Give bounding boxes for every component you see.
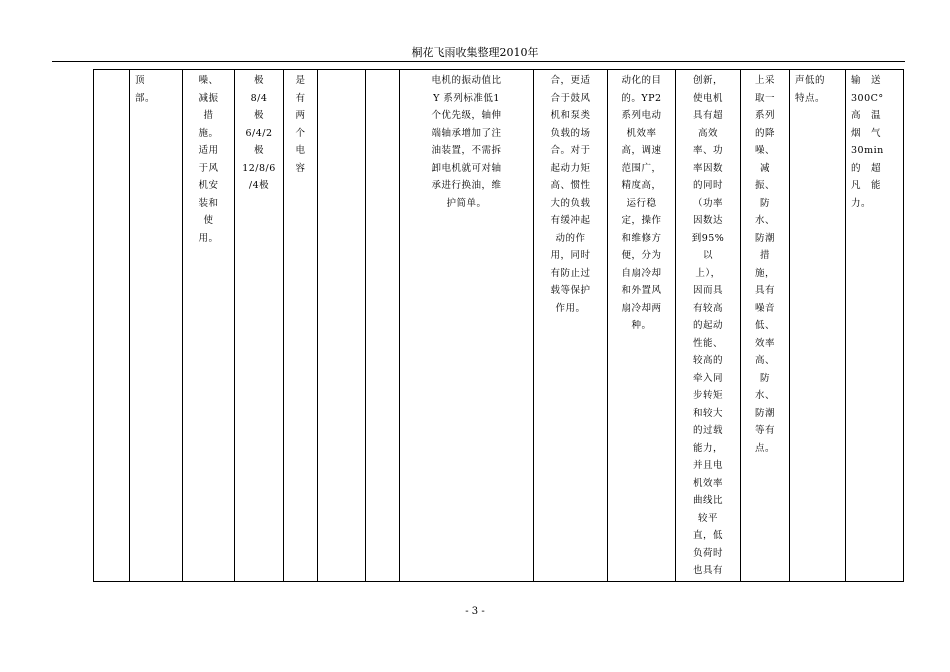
table-cell: 创新， 使电机 具有超 高效 率、功 率因数 的同时 （功率 因数达 到95% 以 上）， 因而具 有较高 的起动 性能、 较高的 牵入同 步转矩 和较大 的过载 能力， 并且电 机效率 曲线比 较平 直，低 负荷时 也具有 — [676, 70, 741, 582]
table-cell: 声低的 特点。 — [790, 70, 846, 582]
table-row — [94, 70, 904, 582]
spec-table — [93, 69, 904, 582]
table-cell: 极 8/4 极 6/4/2 极 12/8/6 /4极 — [235, 70, 284, 582]
table-cell: 电机的振动值比 Y 系列标准低1 个优先级，轴伸 端轴承增加了注 油装置，不需拆 卸电机就可对轴 承进行换油，维 护简单。 — [400, 70, 534, 582]
table-cell: 是 有 两 个 电 容 — [284, 70, 318, 582]
table-cell — [94, 70, 130, 582]
table-cell — [318, 70, 366, 582]
table-cell: 合，更适 合于鼓风 机和泵类 负载的场 合。对于 起动力矩 高、惯性 大的负载 有缓冲起 动的作 用，同时 有防止过 载等保护 作用。 — [534, 70, 608, 582]
running-header-title: 桐花飞雨收集整理2010年 — [411, 46, 539, 59]
table-cell: 顶 部。 — [130, 70, 183, 582]
table-cell — [366, 70, 400, 582]
page-number: - 3 - — [465, 606, 485, 617]
table-cell: 输 送 300C° 高 温 烟 气 30min 的 超 凡 能 力。 — [846, 70, 904, 582]
table-cell: 噪、 减振 措 施。 适用 于风 机安 装和 使 用。 — [183, 70, 235, 582]
table-cell: 上采 取一 系列 的降 噪、 减 振、 防 水、 防潮 措 施， 具有 噪音 低、 效率 高、 防 水、 防潮 等有 点。 — [741, 70, 790, 582]
header-rule — [52, 61, 905, 62]
table-cell: 动化的目 的。YP2 系列电动 机效率 高，调速 范围广， 精度高， 运行稳 定，操作 和维修方 便，分为 自扇冷却 和外置风 扇冷却两 种。 — [608, 70, 676, 582]
